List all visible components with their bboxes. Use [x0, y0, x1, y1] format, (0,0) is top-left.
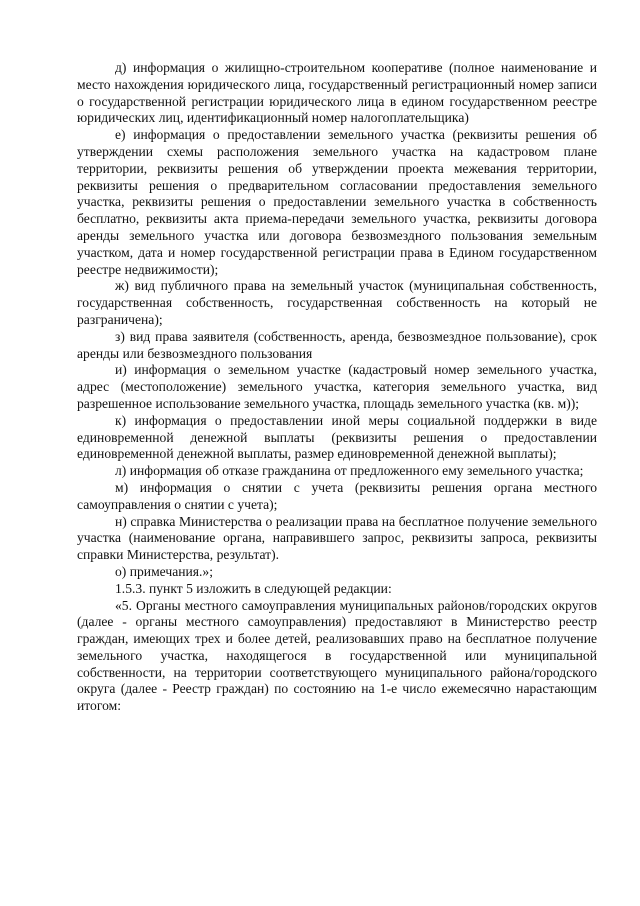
paragraph-k-social-support: к) информация о предоставлении иной меры социальной поддержки в виде единовременной денежной выплаты (реквизиты решения о предоставлении единовременной денежной выплаты, размер единовременной денежной выплаты); — [77, 412, 597, 462]
paragraph-z-applicant-right: з) вид права заявителя (собственность, аренда, безвозмездное пользование), срок аренды или безвозмездного пользования — [77, 328, 597, 361]
paragraph-m-deregistration: м) информация о снятии с учета (реквизиты решения органа местного самоуправления о снятии с учета); — [77, 479, 597, 512]
paragraph-e-land-provision: е) информация о предоставлении земельного участка (реквизиты решения об утверждении схемы расположения земельного участка на кадастровом плане территории, реквизиты решения об утверждении проекта межевания территории, реквизиты решения о предварительном согласовании предоставления земельного участка, реквизиты решения о предоставлении земельного участка в собственность бесплатно, реквизиты акта приема-передачи земельного участка, реквизиты договора аренды земельного участка или договора безвозмездного пользования земельным участком, дата и номер государственной регистрации права в Едином государственном реестре недвижимости); — [77, 127, 597, 277]
document-page — [77, 60, 597, 715]
paragraph-l-refusal: л) информация об отказе гражданина от предложенного ему земельного участка; — [115, 463, 584, 479]
paragraph-zh-public-right: ж) вид публичного права на земельный участок (муниципальная собственность, государственная собственность, государственная собственность на который не разграничена); — [77, 278, 597, 327]
paragraph-i-land-plot-info: и) информация о земельном участке (кадастровый номер земельного участка, адрес (местоположение) земельного участка, категория земельного участка, вид разрешенное использование земельного участка, площадь земельного участка (кв. м)); — [77, 362, 597, 411]
paragraph-d-housing-cooperative: д) информация о жилищно-строительном кооперативе (полное наименование и место нахождения юридического лица, государственный регистрационный номер записи о государственной регистрации юридического лица в едином государственном реестре юридических лиц, идентификационный номер налогоплательщика) — [77, 60, 597, 126]
paragraph-clause-5-text: «5. Органы местного самоуправления муниципальных районов/городских округов (далее - органы местного самоуправления) предоставляют в Министерство реестр граждан, имеющих трех и более детей, реализовавших право на бесплатное получение земельного участка, находящегося в государственной или муниципальной собственности, на территории соответствующего муниципального района/городского округа (далее - Реестр граждан) по состоянию на 1-е число ежемесячно нарастающим итогом: — [77, 597, 597, 714]
paragraph-n-ministry-certificate: н) справка Министерства о реализации права на бесплатное получение земельного участка (наименование органа, направившего запрос, реквизиты запроса, реквизиты справки Министерства, результат). — [77, 513, 597, 563]
paragraph-clause-1-5-3: 1.5.3. пункт 5 изложить в следующей редакции: — [115, 580, 392, 596]
paragraph-o-notes: о) примечания.»; — [115, 563, 214, 579]
